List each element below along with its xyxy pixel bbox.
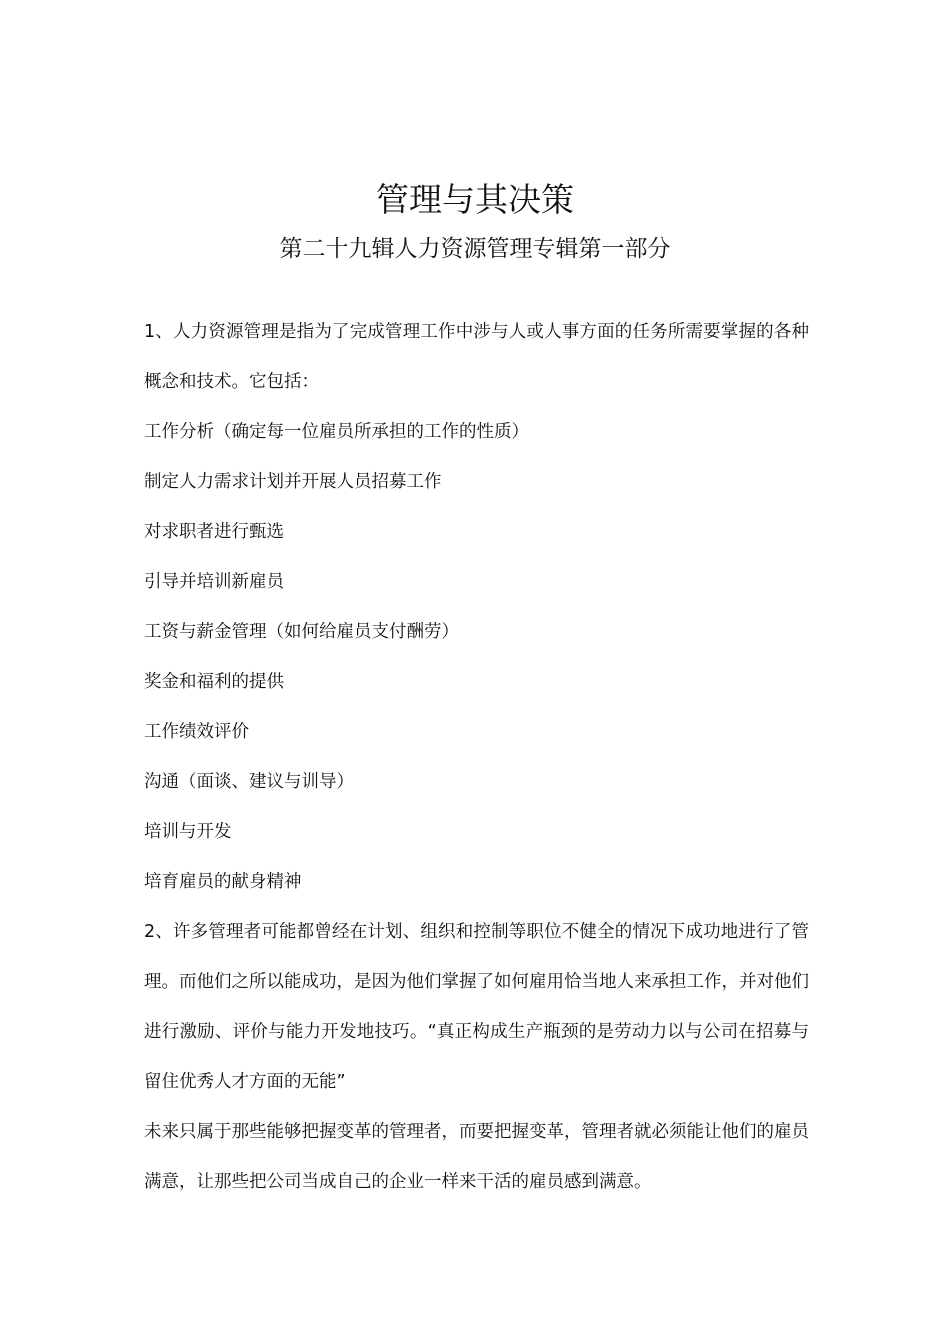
list-item: 引导并培训新雇员 (144, 572, 284, 592)
list-item: 培育雇员的献身精神 (144, 872, 302, 892)
list-item: 工作分析（确定每一位雇员所承担的工作的性质） (144, 422, 529, 442)
list-item: 对求职者进行甄选 (144, 522, 284, 542)
list-item: 工作绩效评价 (144, 722, 249, 742)
document-body (144, 307, 809, 1207)
paragraph-1: 1、人力资源管理是指为了完成管理工作中涉与人或人事方面的任务所需要掌握的各种概念和技术。它包括： (144, 322, 809, 392)
paragraph-2: 2、许多管理者可能都曾经在计划、组织和控制等职位不健全的情况下成功地进行了管理。而他们之所以能成功，是因为他们掌握了如何雇用恰当地人来承担工作，并对他们进行激励、评价与能力开发地技巧。“真正构成生产瓶颈的是劳动力以与公司在招募与留住优秀人才方面的无能” (144, 922, 809, 1092)
list-item: 奖金和福利的提供 (144, 672, 284, 692)
list-item: 制定人力需求计划并开展人员招募工作 (144, 472, 442, 492)
list-item: 工资与薪金管理（如何给雇员支付酬劳） (144, 622, 459, 642)
list-item: 沟通（面谈、建议与训导） (144, 772, 354, 792)
document-subtitle: 第二十九辑人力资源管理专辑第一部分 (279, 236, 671, 262)
document-title: 管理与其决策 (376, 180, 574, 219)
hr-function-list (144, 407, 809, 907)
paragraph-3: 未来只属于那些能够把握变革的管理者，而要把握变革，管理者就必须能让他们的雇员满意，让那些把公司当成自己的企业一样来干活的雇员感到满意。 (144, 1122, 809, 1192)
list-item: 培训与开发 (144, 822, 232, 842)
